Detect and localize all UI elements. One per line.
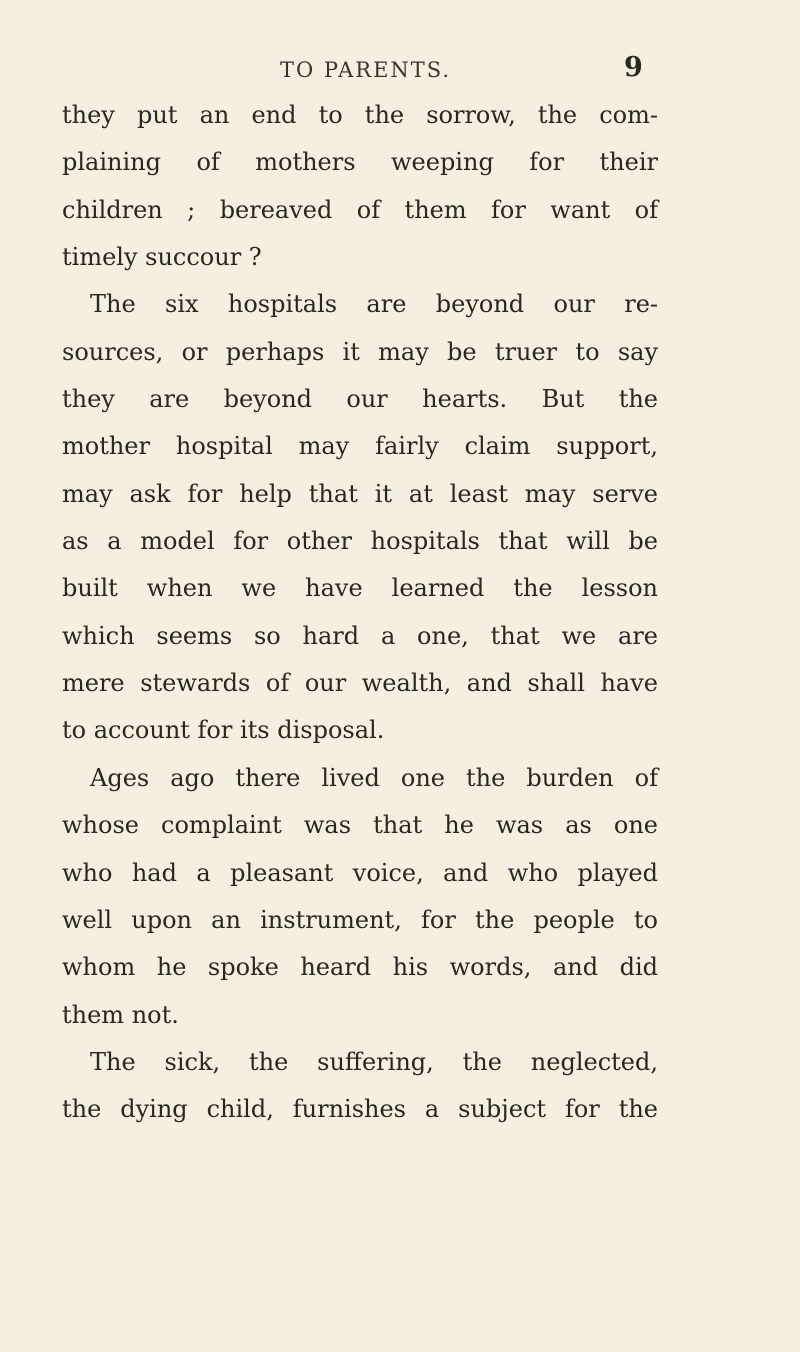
page-number: 9 bbox=[624, 52, 643, 83]
running-head bbox=[0, 52, 800, 92]
text-line: timely succour ? bbox=[62, 243, 262, 272]
text-line: which seems so hard a one, that we are bbox=[62, 621, 658, 650]
text-line: mere stewards of our wealth, and shall have bbox=[62, 669, 658, 698]
text-line: mother hospital may fairly claim support, bbox=[62, 432, 658, 461]
text-line: well upon an instrument, for the people to bbox=[62, 905, 658, 934]
text-line: they are beyond our hearts. But the bbox=[62, 385, 658, 414]
text-line: the dying child, furnishes a subject for the bbox=[62, 1095, 658, 1124]
text-line: whom he spoke heard his words, and did bbox=[62, 953, 658, 982]
text-line: as a model for other hospitals that will be bbox=[62, 527, 658, 556]
text-line: who had a pleasant voice, and who played bbox=[62, 858, 658, 887]
text-line: sources, or perhaps it may be truer to say bbox=[62, 337, 658, 366]
text-line: built when we have learned the lesson bbox=[62, 574, 658, 603]
text-line: children ; bereaved of them for want of bbox=[62, 195, 658, 224]
text-line: Ages ago there lived one the burden of bbox=[90, 763, 658, 792]
text-line: The six hospitals are beyond our re- bbox=[90, 290, 658, 319]
text-line: The sick, the suffering, the neglected, bbox=[90, 1047, 658, 1076]
text-line: plaining of mothers weeping for their bbox=[62, 148, 658, 177]
running-title: TO PARENTS. bbox=[280, 58, 452, 82]
text-line: to account for its disposal. bbox=[62, 716, 385, 745]
text-line: they put an end to the sorrow, the com- bbox=[62, 101, 658, 129]
text-line: whose complaint was that he was as one bbox=[62, 811, 658, 840]
text-line: them not. bbox=[62, 1000, 179, 1029]
text-line: may ask for help that it at least may serve bbox=[62, 479, 658, 508]
body-text bbox=[62, 92, 658, 1134]
